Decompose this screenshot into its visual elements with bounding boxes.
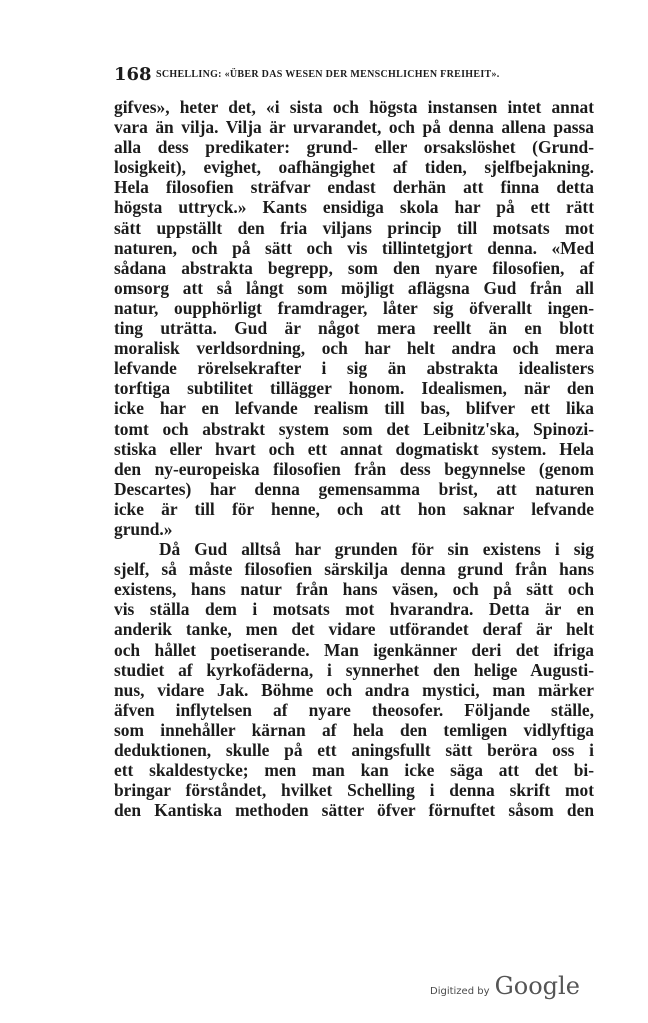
text-line: Descartes) har denna gemensamma brist, att naturen	[114, 478, 594, 499]
text-line: som innehåller kärnan af hela den temligen vidlyftiga	[114, 719, 594, 740]
text-line: den ny-europeiska filosofien från dess begynnelse (genom	[114, 458, 594, 479]
text-line: natur, oupphörligt framdrager, låter sig öfverallt ingen-	[114, 297, 594, 318]
digitized-by-label: Digitized by	[430, 986, 490, 997]
paragraph-start-line: Då Gud alltså har grunden för sin existens i sig	[159, 539, 594, 560]
digitized-by-google-watermark	[430, 972, 580, 1006]
text-line: ett skaldestycke; men man kan icke säga att det bi-	[114, 760, 594, 781]
text-line: nus, vidare Jak. Böhme och andra mystici, man märker	[114, 679, 594, 700]
text-line: bringar förståndet, hvilket Schelling i denna skrift mot	[114, 780, 594, 801]
text-line: icke har en lefvande realism till bas, blifver ett lika	[114, 398, 594, 419]
google-logo: Google	[494, 972, 580, 1000]
text-line: vara än vilja. Vilja är urvarandet, och på denna allena passa	[114, 117, 594, 138]
page-header	[114, 64, 594, 86]
text-line: omsorg att så långt som möjligt aflägsna Gud från all	[114, 277, 594, 298]
text-line: och hållet poetiserande. Man igenkänner deri det ifriga	[114, 639, 594, 660]
text-line: den Kantiska methoden sätter öfver förnuftet såsom den	[114, 800, 594, 821]
text-line: sådana abstrakta begrepp, som den nyare filosofien, af	[114, 257, 594, 278]
text-line: sätt uppställt den fria viljans princip till motsats mot	[114, 217, 594, 238]
page-number: 168	[114, 64, 152, 85]
text-line: tomt och abstrakt system som det Leibnitz'ska, Spinozi-	[114, 418, 594, 439]
text-line: äfven inflytelsen af nyare theosofer. Följande ställe,	[114, 699, 594, 720]
text-line: moralisk verldsordning, och har helt andra och mera	[114, 338, 594, 359]
body-text	[114, 97, 594, 820]
text-line: deduktionen, skulle på ett aningsfullt sätt beröra oss i	[114, 740, 594, 760]
text-line: sjelf, så måste filosofien särskilja denna grund från hans	[114, 559, 594, 580]
text-line: Hela filosofien sträfvar endast derhän att finna detta	[114, 177, 594, 198]
paragraph-end-line: grund.»	[114, 518, 173, 539]
text-line: vis ställa dem i motsats mot hvarandra. Detta är en	[114, 599, 594, 620]
text-line: torftiga subtilitet tillägger honom. Idealismen, när den	[114, 378, 594, 399]
text-line: ting uträtta. Gud är något mera reellt än en blott	[114, 318, 594, 339]
text-line: gifves», heter det, «i sista och högsta instansen intet annat	[114, 97, 594, 117]
text-line: alla dess predikater: grund- eller orsakslöshet (Grund-	[114, 137, 594, 158]
text-line: naturen, och på sätt och vis tillintetgjort denna. «Med	[114, 237, 594, 258]
text-line: stiska eller hvart och ett annat dogmatiskt system. Hela	[114, 438, 594, 459]
text-line: losigkeit), evighet, oafhängighet af tiden, sjelfbejakning.	[114, 157, 594, 178]
text-line: studiet af kyrkofäderna, i synnerhet den helige Augusti-	[114, 659, 594, 680]
text-line: anderik tanke, men det vidare utförandet deraf är helt	[114, 619, 594, 640]
text-line: existens, hans natur från hans väsen, och på sätt och	[114, 579, 594, 600]
text-line: högsta uttryck.» Kants ensidiga skola har på ett rätt	[114, 197, 594, 218]
text-line: lefvande rörelsekrafter i sig än abstrakta idealisters	[114, 358, 594, 379]
running-head: SCHELLING: «ÜBER DAS WESEN DER MENSCHLICHEN FREIHEIT».	[156, 69, 500, 80]
text-line: icke är till för henne, och att hon saknar lefvande	[114, 498, 594, 519]
